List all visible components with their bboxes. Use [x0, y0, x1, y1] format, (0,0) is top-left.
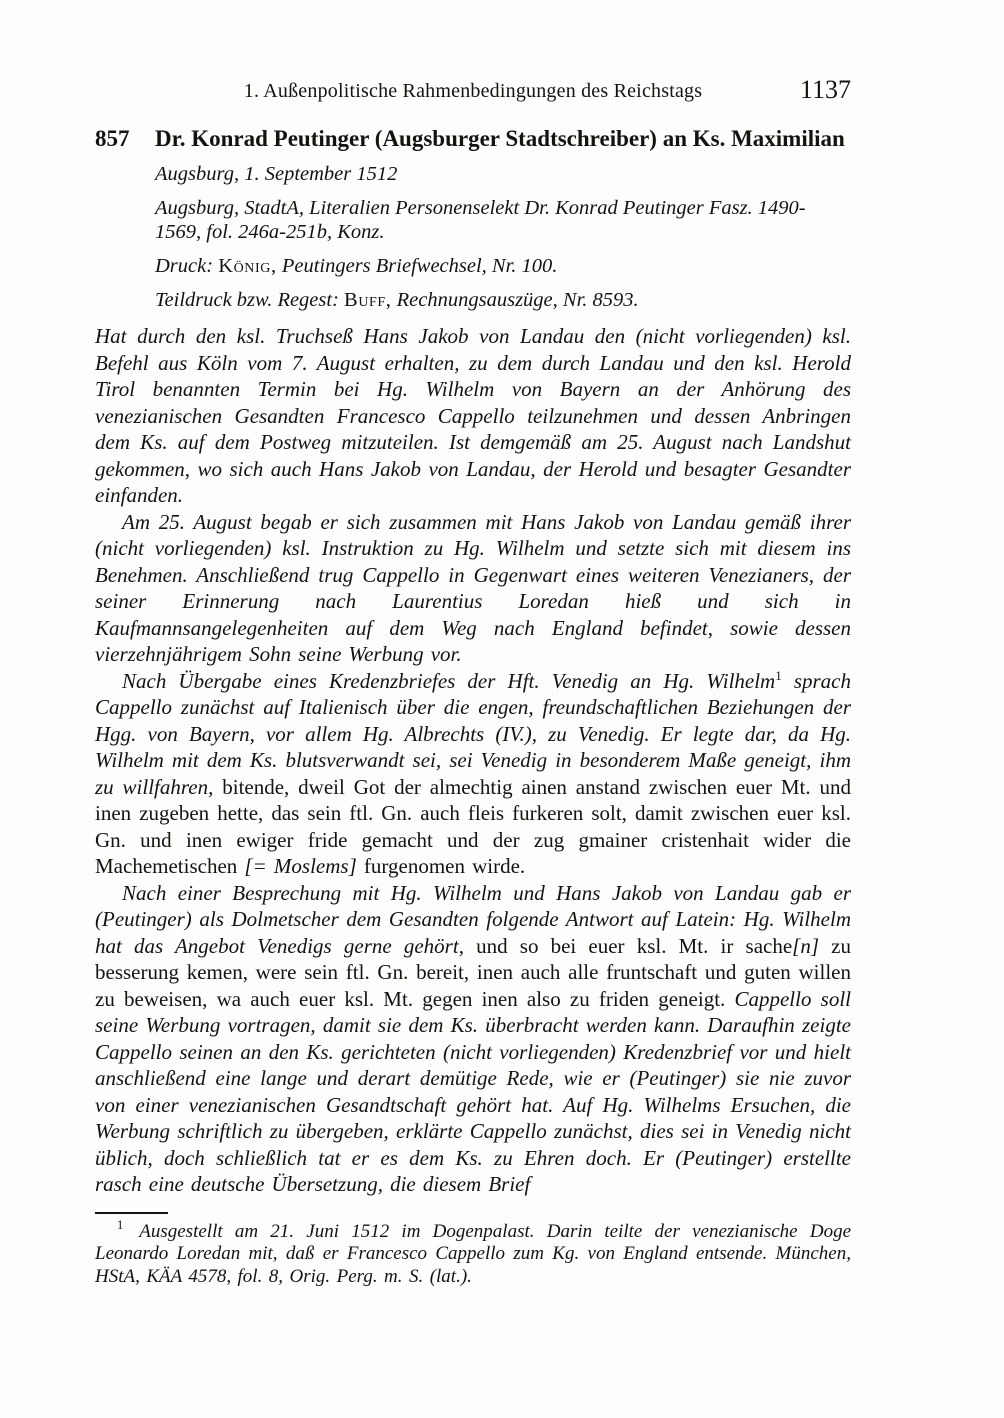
document-heading [95, 125, 851, 153]
place-date-line: Augsburg, 1. September 1512 [155, 163, 398, 185]
text-segment: Hat durch den ksl. Truchseß Hans Jakob von Landau den (nicht vorliegenden) ksl. Befehl aus Köln vom 7. August erhalten, zu dem durch Landau und den ksl. Herold Tirol benannten Termin bei Hg. Wilhelm von Bayern an der Anhörung des venezianischen Gesandten Francesco Cappello teilzunehmen und dessen Anbringen dem Ks. auf dem Postweg mitzuteilen. Ist demgemäß am 25. August nach Landshut gekommen, wo sich auch Hans Jakob von Landau, der Herold und besagter Gesandter einfanden. [95, 324, 851, 507]
text-segment: und so bei euer ksl. Mt. ir sache [463, 933, 793, 958]
text-segment: Cappello soll seine Werbung vortragen, damit sie dem Ks. überbracht werden kann. Daraufhin zeigte Cappello seinen an den Ks. gerichteten (nicht vorliegenden) Kredenzbrief vor und hielt anschließend eine lange und derart demütige Rede, wie er (Peutinger) sie nie zuvor von einer venezianischen Gesandtschaft gehört hat. Auf Hg. Wilhelms Ersuchen, die Werbung schriftlich zu übergeben, erklärte Cappello zunächst, dies sei in Venedig nicht üblich, doch schließlich tat er es dem Ks. zu Ehren doch. Er (Peutinger) erstellte rasch eine deutsche Übersetzung, die diesem Brief [95, 986, 852, 1196]
footnote-block [95, 1212, 851, 1289]
footnote-reference-1: 1 [775, 667, 782, 683]
page-content [95, 75, 852, 1288]
footnote-marker: 1 [117, 1218, 124, 1233]
body-paragraph-2 [95, 509, 851, 668]
text-segment: Nach einer Besprechung mit Hg. Wilhelm und Hans Jakob von Landau gab er (Peutinger) als Dolmetscher dem Gesandten folgende Antwort auf Latein: Hg. Wilhelm hat das Angebot Venedigs gerne gehört, [95, 880, 851, 958]
document-body [95, 323, 851, 1198]
partial-print-author: Buff, [344, 289, 392, 311]
text-segment: furgenomen wirde. [356, 854, 526, 878]
document-metadata [155, 162, 851, 312]
editorial-insertion: [n] [792, 933, 820, 958]
text-segment: sprach Cappello zunächst auf Italienisch über die engen, freundschaftlichen Beziehungen der Hgg. von Bayern, vor allem Hg. Albrechts (IV.), zu Venedig. Er legte dar, da Hg. Wilhelm mit dem Ks. blutsverwandt sei, sei Venedig in besonderem Maße geneigt, ihm zu willfahren, [95, 668, 851, 799]
partial-print-reference-line [155, 288, 851, 312]
text-segment: zu besserung kemen, were sein ftl. Gn. bereit, inen auch alle fruntschaft und guten willen zu beweisen, wa auch euer ksl. Mt. gegen inen also zu friden geneigt. [95, 933, 851, 1011]
text-segment: Am 25. August begab er sich zusammen mit Hans Jakob von Landau gemäß ihrer (nicht vorliegenden) ksl. Instruktion zu Hg. Wilhelm und setzte sich mit diesem ins Benehmen. Anschließend trug Cappello in Gegenwart eines weiteren Venezianers, der seiner Erinnerung nach Laurentius Loredan hieß und sich in Kaufmannsangelegenheiten auf dem Weg nach England befindet, sowie dessen vierzehnjährigem Sohn seine Werbung vor. [95, 509, 851, 666]
section-title: 1. Außenpolitische Rahmenbedingungen des Reichstags [243, 80, 703, 102]
body-paragraph-1 [95, 323, 851, 509]
print-reference-line [155, 254, 851, 278]
footnote-1 [95, 1218, 851, 1289]
print-author: König, [218, 255, 277, 277]
footnote-separator-rule [95, 1212, 168, 1214]
body-paragraph-4 [95, 880, 851, 1198]
text-segment: bitende, dweil Got der almechtig ainen anstand zwischen euer Mt. und inen zugeben hette, das sein ftl. Gn. auch fleis furkeren solt, damit zwischen euer ksl. Gn. und inen ewiger fride gemacht und der zug gmainer cristenhait wider die Machemetischen [95, 774, 851, 878]
running-header [95, 75, 851, 108]
page-number: 1137 [799, 75, 851, 104]
document-number: 857 [95, 126, 130, 151]
body-paragraph-3 [95, 668, 851, 880]
footnote-text: Ausgestellt am 21. Juni 1512 im Dogenpalast. Darin teilte der venezianische Doge Leonardo Loredan mit, daß er Francesco Cappello zum Kg. von England entsende. München, HStA, KÄA 4578, fol. 8, Orig. Perg. m. S. (lat.). [95, 1220, 851, 1287]
text-segment: Nach Übergabe eines Kredenzbriefes der Hft. Venedig an Hg. Wilhelm [122, 668, 776, 693]
partial-print-work: Rechnungsauszüge, Nr. 8593. [396, 289, 639, 311]
archive-reference-line: Augsburg, StadtA, Literalien Personenselekt Dr. Konrad Peutinger Fasz. 1490-1569, fol. 246a-251b, Konz. [155, 197, 806, 243]
editorial-gloss: [= Moslems] [244, 854, 357, 878]
print-work: Peutingers Briefwechsel, Nr. 100. [281, 255, 558, 277]
partial-print-label: Teildruck bzw. Regest: [155, 289, 339, 311]
document-title: Dr. Konrad Peutinger (Augsburger Stadtschreiber) an Ks. Maximilian [155, 126, 845, 151]
print-label: Druck: [155, 255, 214, 277]
